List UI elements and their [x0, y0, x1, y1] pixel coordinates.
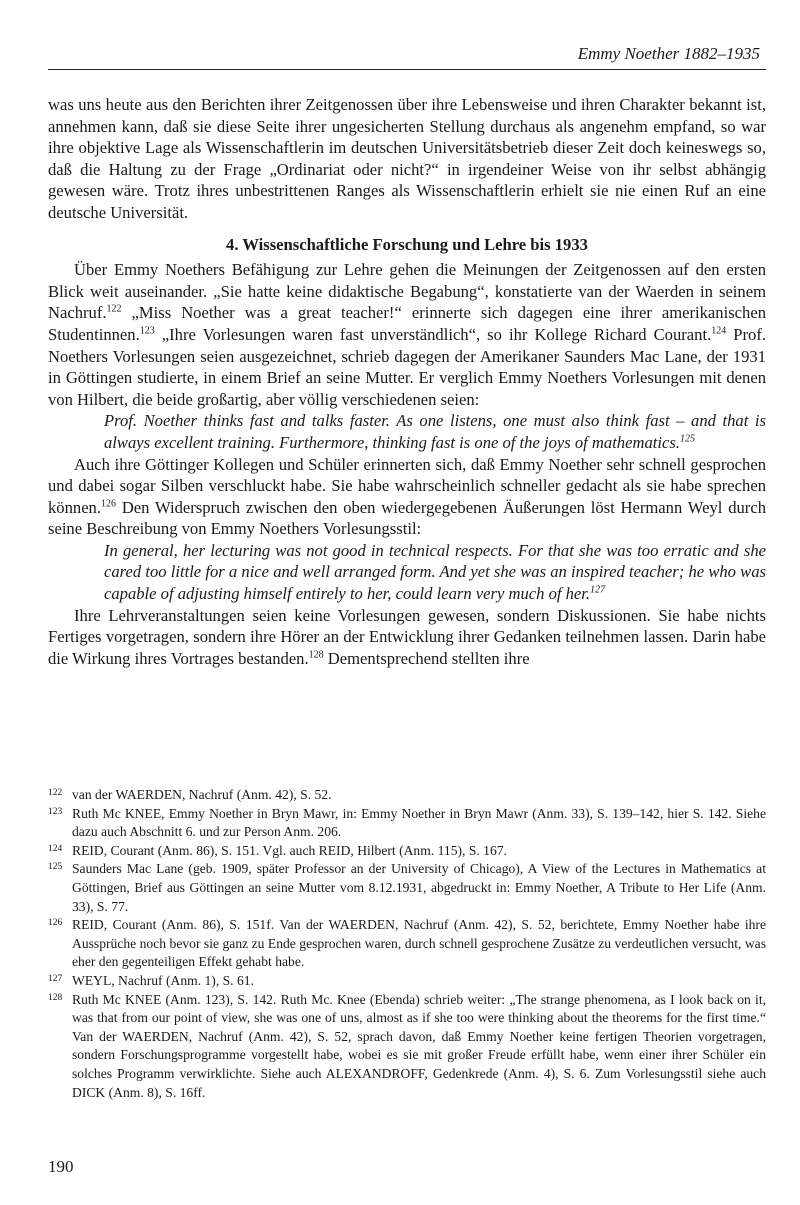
paragraph-text: Den Widerspruch zwischen den oben wiedergegebenen Äußerungen löst Hermann Weyl durch seine Beschreibung von Emmy Noethers Vorlesungsstil: — [48, 497, 766, 539]
footnote-text: van der WAERDEN, Nachruf (Anm. 42), S. 52. — [72, 787, 332, 802]
footnote — [48, 805, 766, 842]
footnote-number: 124 — [48, 843, 63, 854]
header-rule — [48, 69, 766, 70]
footnote-text: Ruth Mc KNEE (Anm. 123), S. 142. Ruth Mc. Knee (Ebenda) schrieb weiter: „The strange phenomena, as I look back on it, was that from our point of view, she was one of uns, almost as if she too were thinking about the theorems for the first time.“ Van der WAERDEN, Nachruf (Anm. 42), S. 52, sprach davon, daß Emmy Noether keine fertigen Theorien vorgetragen, sondern Forschungsprogramme vorgestellt habe, wobei es sie mit großer Freude erfüllt habe, wenn einer ihrer Schüler ein solches Programm verwirklichte. Siehe auch ALEXANDROFF, Gedenkrede (Anm. 4), S. 6. Zum Vorlesungsstil siehe auch DICK (Anm. 8), S. 16ff. — [72, 991, 766, 1100]
footnote-ref: 124 — [711, 325, 727, 337]
footnote-text: REID, Courant (Anm. 86), S. 151. Vgl. auch REID, Hilbert (Anm. 115), S. 167. — [72, 842, 507, 858]
footnote-number: 125 — [48, 862, 63, 873]
footnotes — [48, 786, 766, 1102]
paragraph-text: Dementsprechend stellten ihre — [323, 648, 530, 668]
footnote-ref: 126 — [101, 498, 116, 510]
footnote-ref: 125 — [679, 433, 695, 445]
block-quote-weyl — [48, 540, 766, 605]
paragraph-speaking-speed — [48, 454, 766, 540]
footnote-number: 128 — [48, 992, 63, 1003]
footnote-text: Saunders Mac Lane (geb. 1909, später Professor an der University of Chicago), A View of the Lectures in Mathematics at Göttingen, Brief aus Göttingen an seine Mutter vom 8.12.1931, abgedruckt in: Emmy Noether, A Tribute to Her Life (Anm. 33), S. 77. — [72, 861, 766, 914]
footnote — [48, 842, 766, 861]
paragraph-text: Über Emmy Noethers Befähigung zur Lehre gehen die Meinungen der Zeitgenossen auf den ersten Blick weit auseinander. „Sie hatte keine didaktische Begabung“, konstatierte van der Waerden in seinem Nachruf. — [48, 260, 766, 323]
footnote-ref: 122 — [106, 303, 122, 315]
footnote — [48, 916, 766, 972]
page-number: 190 — [48, 1157, 74, 1176]
footnote-ref: 127 — [590, 584, 606, 596]
paragraph-text: Prof. Noethers Vorlesungen seien ausgezeichnet, schrieb dagegen der Amerikaner Saunders Mac Lane, der 1931 in Göttingen studierte, in einem Brief an seine Mutter. Er verglich Emmy Noethers Vorlesungen mit denen von Hilbert, die beide großartig, aber völlig verschiedenen seien: — [48, 324, 767, 409]
running-head: Emmy Noether 1882–1935 — [577, 44, 760, 63]
footnote-text: REID, Courant (Anm. 86), S. 151f. Van der WAERDEN, Nachruf (Anm. 42), S. 52, berichtete, Emmy Noether habe ihre Aussprüche noch bevor sie ganz zu Ende gesprochen waren, durch schnell gesprochene Zusätze zu verdeutlichen versucht, was eher den gegenteiligen Effekt gehabt habe. — [72, 917, 766, 970]
footnote-number: 126 — [48, 918, 63, 929]
paragraph-text: „Ihre Vorlesungen waren fast unverständlich“, so ihr Kollege Richard Courant. — [154, 324, 712, 344]
paragraph-text: Ihre Lehrveranstaltungen seien keine Vorlesungen gewesen, sondern Diskussionen. Sie habe nichts Fertiges vorgetragen, sondern ihre Hörer an der Entwicklung ihrer Gedanken teilnehmen lassen. Darin habe die Wirkung ihres Vortrages bestanden. — [48, 605, 766, 668]
footnote — [48, 972, 766, 991]
quote-text: In general, her lecturing was not good in technical respects. For that she was too erratic and she cared too little for a nice and well arranged form. And yet she was an inspired teacher; he who was capable of adjusting himself entirely to her, could learn very much of her. — [104, 540, 766, 604]
footnote-ref: 128 — [308, 649, 324, 661]
footnote — [48, 786, 766, 805]
footnote-number: 123 — [48, 806, 63, 817]
footnote-ref: 123 — [139, 325, 155, 337]
block-quote-mac-lane — [48, 410, 766, 453]
paragraph-teaching-opinions — [48, 259, 766, 410]
footnote — [48, 860, 766, 916]
footnote — [48, 991, 766, 1103]
paragraph-text: Auch ihre Göttinger Kollegen und Schüler erinnerten sich, daß Emmy Noether sehr schnell gesprochen und dabei sogar Silben verschluckt habe. Sie habe wahrscheinlich schneller gedacht als sie habe sprechen können. — [48, 454, 766, 517]
footnote-text: WEYL, Nachruf (Anm. 1), S. 61. — [72, 972, 254, 988]
footnote-number: 122 — [48, 788, 63, 798]
footnote-text: Ruth Mc KNEE, Emmy Noether in Bryn Mawr, in: Emmy Noether in Bryn Mawr (Anm. 33), S. 139–142, hier S. 142. Siehe dazu auch Abschnitt 6. und zur Person Anm. 206. — [72, 805, 766, 840]
section-heading: 4. Wissenschaftliche Forschung und Lehre bis 1933 — [226, 234, 588, 254]
main-text — [48, 94, 766, 669]
paragraph-discussions — [48, 605, 766, 670]
paragraph-text: „Miss Noether was a great teacher!“ erinnerte sich dagegen eine ihrer amerikanischen Studentinnen. — [48, 303, 766, 344]
paragraph-continuation: was uns heute aus den Berichten ihrer Zeitgenossen über ihre Lebensweise und ihren Charakter bekannt ist, annehmen kann, daß sie diese Seite ihrer ungesicherten Stellung durchaus als angenehm empfand, so war ihre objektive Lage als Wissenschaftlerin im deutschen Universitätsbetrieb dieser Zeit doch keineswegs so, daß die Haltung zu der Frage „Ordinariat oder nicht?“ in irgendeiner Weise von ihr selbst abhängig gewesen wäre. Trotz ihres unbestrittenen Ranges als Wissenschaftlerin erhielt sie nie einen Ruf an eine deutsche Universität. — [48, 95, 766, 222]
footnote-number: 127 — [48, 973, 63, 984]
quote-text: Prof. Noether thinks fast and talks faster. As one listens, one must also think fast – and that is always excellent training. Furthermore, thinking fast is one of the joys of mathematics. — [104, 411, 766, 452]
